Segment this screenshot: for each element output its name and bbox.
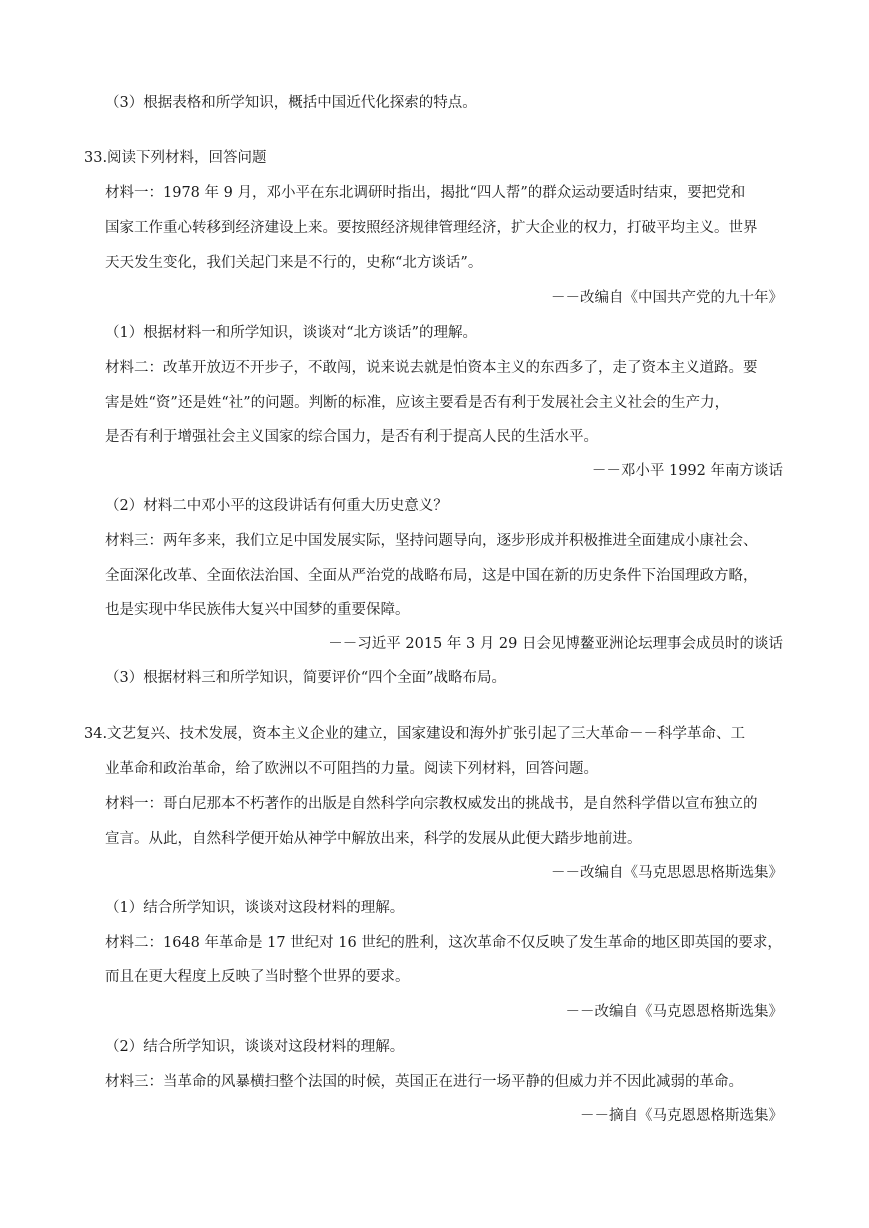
- q33-material-1-line: 材料一：1978 年 9 月，邓小平在东北调研时指出，揭批“四人帮”的群众运动要适时结束，要把党和: [105, 185, 746, 201]
- q33-material-3-line: 材料三：两年多来，我们立足中国发展实际，坚持问题导向，逐步形成并积极推进全面建成小康社会、: [105, 533, 758, 549]
- q33-heading: 33.阅读下列材料，回答问题: [84, 150, 267, 166]
- q33-material-2-line: 害是姓“资”还是姓“社”的问题。判断的标准，应该主要看是否有利于发展社会主义社会的生产力，: [105, 395, 730, 411]
- q34-material-1-line: 材料一：哥白尼那本不朽著作的出版是自然科学向宗教权威发出的挑战书，是自然科学借以宣布独立的: [105, 796, 758, 812]
- q34-subquestion-2: （2）结合所学知识，谈谈对这段材料的理解。: [105, 1039, 405, 1055]
- q32-subquestion-3: （3）根据表格和所学知识，概括中国近代化探索的特点。: [105, 95, 477, 111]
- q34-material-2-source: －－改编自《马克恩恩格斯选集》: [565, 1004, 783, 1020]
- q33-material-1-source: －－改编自《中国共产党的九十年》: [551, 290, 783, 306]
- q34-heading-line: 业革命和政治革命，给了欧洲以不可阻挡的力量。阅读下列材料，回答问题。: [105, 761, 598, 777]
- q34-material-3-line: 材料三：当革命的风暴横扫整个法国的时候，英国正在进行一场平静的但威力并不因此减弱的革命。: [105, 1074, 743, 1090]
- q34-material-1-source: －－改编自《马克思恩思格斯选集》: [551, 865, 783, 881]
- q33-material-3-source: －－习近平 2015 年 3 月 29 日会见博鳌亚洲论坛理事会成员时的谈话: [328, 636, 783, 652]
- q33-subquestion-1: （1）根据材料一和所学知识，谈谈对“北方谈话”的理解。: [105, 325, 478, 341]
- q33-subquestion-2: （2）材料二中邓小平的这段讲话有何重大历史意义？: [105, 498, 448, 514]
- q33-material-3-line: 也是实现中华民族伟大复兴中国梦的重要保障。: [105, 602, 410, 618]
- q33-material-2-line: 材料二：改革开放迈不开步子，不敢闯，说来说去就是怕资本主义的东西多了，走了资本主义道路。要: [105, 360, 758, 376]
- q33-material-1-line: 国家工作重心转移到经济建设上来。要按照经济规律管理经济，扩大企业的权力，打破平均主义。世界: [105, 220, 758, 236]
- q33-material-2-line: 是否有利于增强社会主义国家的综合国力，是否有利于提高人民的生活水平。: [105, 429, 598, 445]
- q34-material-2-line: 材料二：1648 年革命是 17 世纪对 16 世纪的胜利，这次革命不仅反映了发生革命的地区即英国的要求，: [105, 935, 782, 951]
- q33-subquestion-3: （3）根据材料三和所学知识，简要评价“四个全面”战略布局。: [105, 670, 507, 686]
- q34-subquestion-1: （1）结合所学知识，谈谈对这段材料的理解。: [105, 900, 405, 916]
- q34-heading-line: 34.文艺复兴、技术发展，资本主义企业的建立，国家建设和海外扩张引起了三大革命－－科学革命、工: [84, 726, 746, 742]
- q34-material-3-source: －－摘自《马克恩恩格斯选集》: [580, 1108, 783, 1124]
- q33-material-2-source: －－邓小平 1992 年南方谈话: [591, 463, 783, 479]
- q33-material-1-line: 天天发生变化，我们关起门来是不行的，史称“北方谈话”。: [105, 255, 483, 271]
- q33-material-3-line: 全面深化改革、全面依法治国、全面从严治党的战略布局，这是中国在新的历史条件下治国理政方略，: [105, 568, 758, 584]
- q34-material-1-line: 宣言。从此，自然科学便开始从神学中解放出来，科学的发展从此便大踏步地前进。: [105, 831, 642, 847]
- q34-material-2-line: 而且在更大程度上反映了当时整个世界的要求。: [105, 969, 410, 985]
